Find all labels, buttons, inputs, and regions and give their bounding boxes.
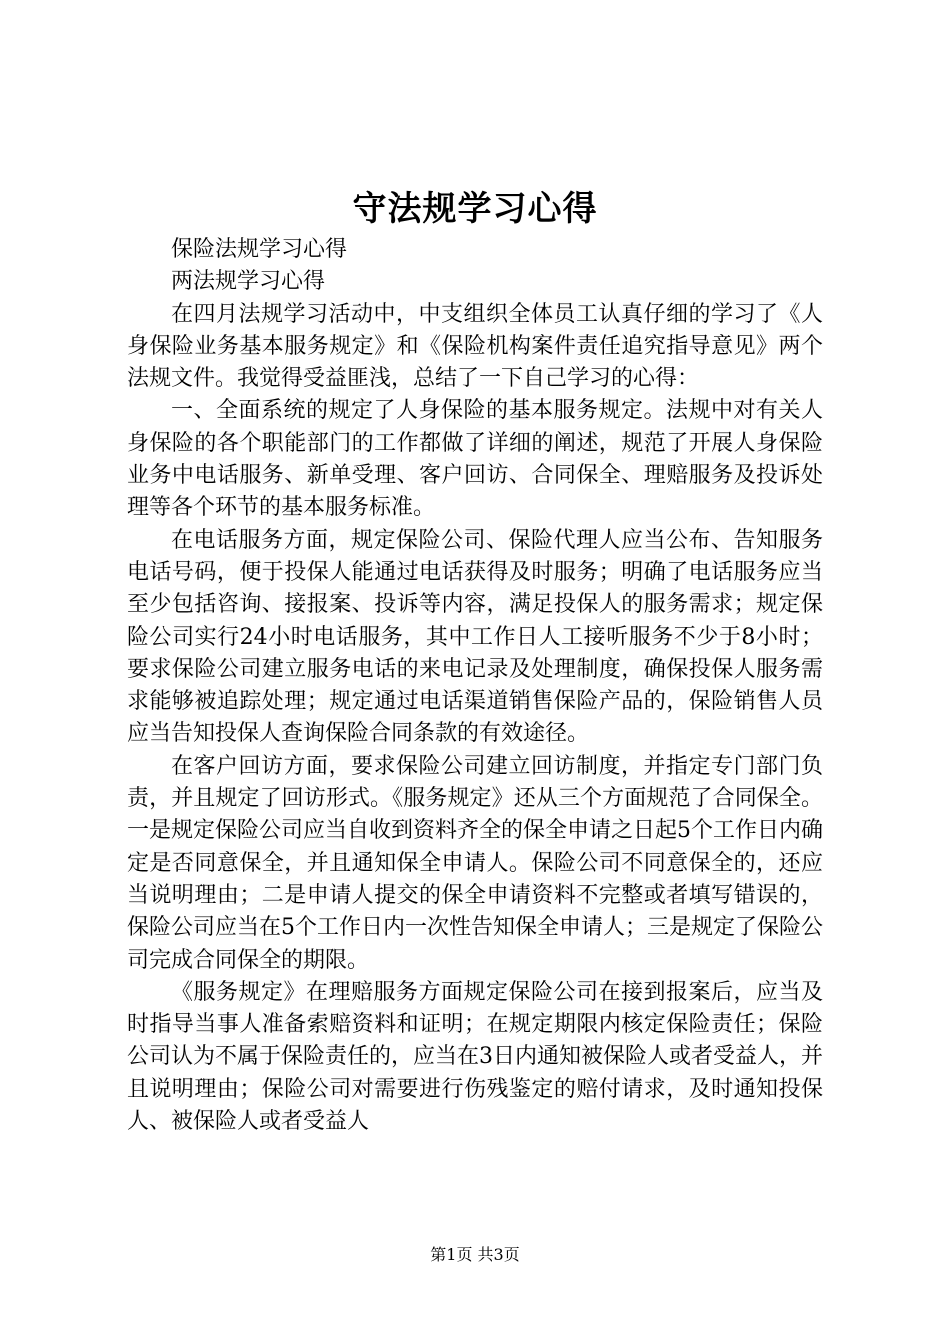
paragraph-subtitle-1: 保险法规学习心得 — [171, 237, 348, 262]
paragraph-subtitle-2: 两法规学习心得 — [171, 269, 326, 295]
page-number-footer: 第1页 共3页 — [430, 1245, 520, 1264]
paragraph-intro: 在四月法规学习活动中，中支组织全体员工认真仔细的学习了《人身保险业务基本服务规定》和《保险机构案件责任追究指导意见》两个法规文件。我觉得受益匪浅，总结了一下自己学习的心得： — [127, 301, 823, 392]
paragraph-phone-service: 在电话服务方面，规定保险公司、保险代理人应当公布、告知服务电话号码，便于投保人能通过电话获得及时服务；明确了电话服务应当至少包括咨询、接报案、投诉等内容，满足投保人的服务需求；规定保险公司实行24小时电话服务，其中工作日人工接听服务不少于8小时；要求保险公司建立服务电话的来电记录及处理制度，确保投保人服务需求能够被追踪处理；规定通过电话渠道销售保险产品的，保险销售人员应当告知投保人查询保险合同条款的有效途径。 — [127, 527, 823, 747]
paragraph-claims-service: 《服务规定》在理赔服务方面规定保险公司在接到报案后，应当及时指导当事人准备索赔资料和证明；在规定期限内核定保险责任；保险公司认为不属于保险责任的，应当在3日内通知被保险人或者受益人，并且说明理由；保险公司对需要进行伤残鉴定的赔付请求，及时通知投保人、被保险人或者受益人 — [127, 979, 823, 1135]
paragraph-section-1: 一、全面系统的规定了人身保险的基本服务规定。法规中对有关人身保险的各个职能部门的工作都做了详细的阐述，规范了开展人身保险业务中电话服务、新单受理、客户回访、合同保全、理赔服务及投诉处理等各个环节的基本服务标准。 — [127, 398, 823, 521]
document-body — [127, 234, 823, 1138]
document-title: 守法规学习心得 — [352, 189, 598, 229]
paragraph-customer-callback: 在客户回访方面，要求保险公司建立回访制度，并指定专门部门负责，并且规定了回访形式。《服务规定》还从三个方面规范了合同保全。一是规定保险公司应当自收到资料齐全的保全申请之日起5个工作日内确定是否同意保全，并且通知保全申请人。保险公司不同意保全的，还应当说明理由；二是申请人提交的保全申请资料不完整或者填写错误的，保险公司应当在5个工作日内一次性告知保全申请人；三是规定了保险公司完成合同保全的期限。 — [127, 753, 823, 973]
